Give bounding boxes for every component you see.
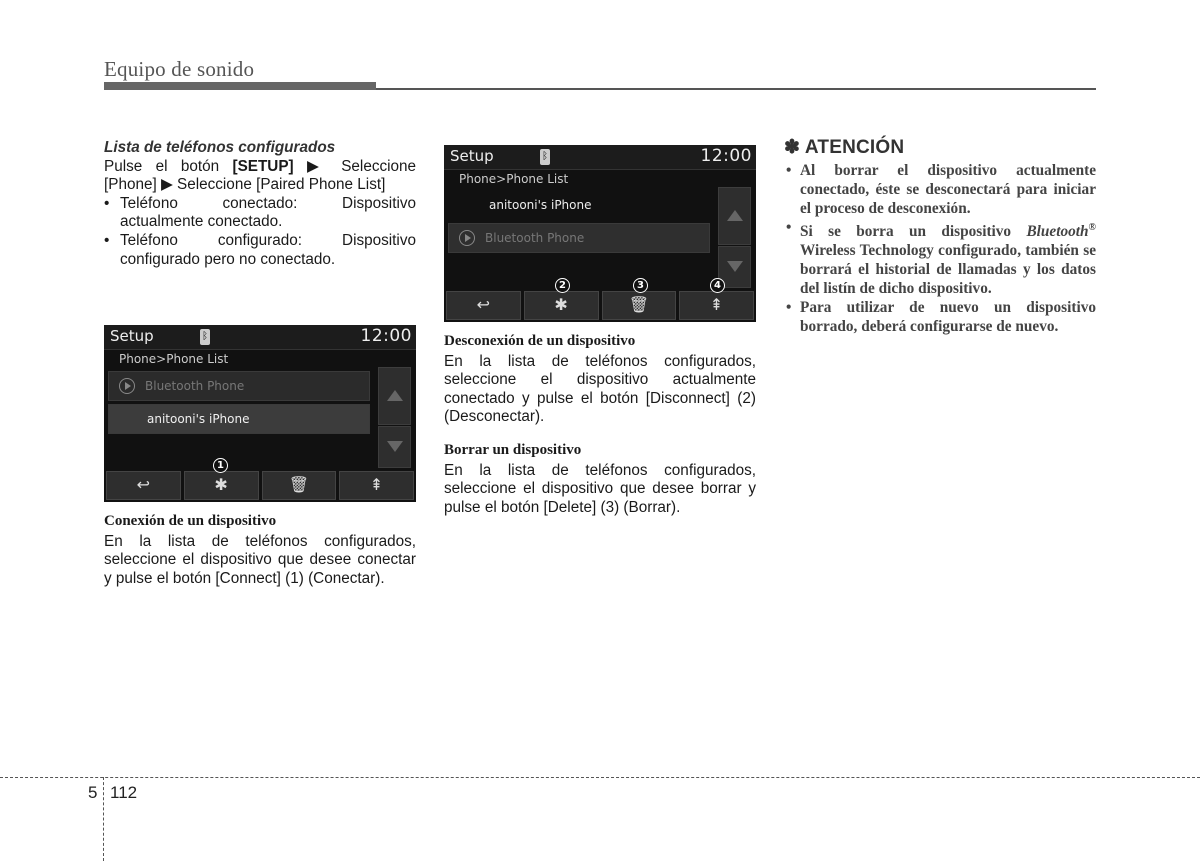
screen-button-bar (106, 471, 414, 500)
phone-name: anitooni's iPhone (147, 412, 250, 426)
subsection-title: Lista de teléfonos configurados (104, 139, 336, 156)
intro-text: Seleccione [Paired Phone List] (177, 176, 386, 194)
attention-title: ✽ ATENCIÓN (784, 137, 905, 158)
callout-badge: 4 (710, 278, 725, 293)
section-heading: Borrar un dispositivo (444, 441, 582, 458)
list-item (784, 218, 1096, 298)
phone-name: anitooni's iPhone (489, 198, 592, 212)
chapter-number: 5 (88, 783, 98, 802)
section-text: En la lista de teléfonos configurados, seleccione el dispositivo actualmente conectado y pulse el botón [Disconnect] (2) (Desconectar). (444, 352, 756, 426)
top-icon: ⇞ (709, 295, 724, 314)
header-bar (104, 82, 376, 90)
bluetooth-icon: ᛒ (540, 149, 550, 165)
down-arrow-icon (727, 261, 743, 272)
column-2 (444, 332, 756, 517)
phone-list-screen-2 (444, 145, 756, 322)
screen-title: Setup (450, 147, 494, 165)
footer-divider (103, 777, 104, 861)
arrow-icon: ▶ (307, 157, 328, 175)
list-item: • Teléfono conectado: Dispositivo actualmente conectado. (104, 195, 416, 232)
screen-breadcrumb: Phone>Phone List (119, 352, 229, 366)
phone-row-selected[interactable] (108, 404, 370, 434)
setup-label: [SETUP] (232, 157, 294, 175)
section-title: Equipo de sonido (104, 57, 255, 81)
play-icon (119, 378, 135, 394)
move-top-button[interactable] (679, 291, 754, 320)
scroll-up-button[interactable] (718, 187, 751, 245)
phone-row[interactable] (108, 371, 370, 401)
list-item: • Para utilizar de nuevo un dispositivo borrado, deberá configurarse de nuevo. (784, 298, 1096, 336)
list-item: • Al borrar el dispositivo actualmente conectado, éste se desconectará para iniciar el proceso de desconexión. (784, 161, 1096, 218)
registered-mark: ® (1088, 221, 1097, 233)
caption-text: En la lista de teléfonos configurados, seleccione el dispositivo que desee conectar y pulse el botón [Connect] (1) (Conectar). (104, 532, 416, 587)
intro-text: Seleccione [Phone] (104, 157, 417, 194)
header-rule (376, 88, 1096, 90)
disconnect-button[interactable] (524, 291, 599, 320)
down-arrow-icon (387, 441, 403, 452)
column-1 (104, 139, 416, 269)
connect-button[interactable] (184, 471, 259, 500)
up-arrow-icon (727, 210, 743, 221)
screen-clock: 12:00 (360, 326, 412, 346)
caption-title: Conexión de un dispositivo (104, 513, 277, 529)
brand-text: Bluetooth (1026, 222, 1089, 240)
intro-paragraph (104, 158, 416, 195)
item-text: Si se borra un dispositivo (800, 222, 1012, 240)
screen-button-bar (446, 291, 754, 320)
top-icon: ⇞ (369, 475, 384, 494)
callout-badge: 3 (633, 278, 648, 293)
screen-clock: 12:00 (700, 146, 752, 166)
phone-row[interactable] (448, 190, 710, 220)
bluetooth-icon: ᛒ (200, 329, 210, 345)
scroll-up-button[interactable] (378, 367, 411, 425)
delete-button[interactable] (602, 291, 677, 320)
screen-topbar (104, 325, 416, 350)
screen-title: Setup (110, 327, 154, 345)
move-top-button[interactable] (339, 471, 414, 500)
trash-icon: 🗑 (288, 475, 310, 494)
bullet-list (104, 195, 416, 269)
bluetooth-connect-icon: ✱ (214, 475, 228, 494)
attention-list (784, 161, 1096, 336)
phone-name: Bluetooth Phone (485, 231, 585, 245)
list-item: • Teléfono configurado: Dispositivo configurado pero no conectado. (104, 232, 416, 269)
back-button[interactable]: ↩ (446, 291, 521, 320)
footer-rule (0, 777, 1200, 778)
attention-box (784, 139, 1096, 336)
section-text: En la lista de teléfonos configurados, seleccione el dispositivo que desee borrar y pulse el botón [Delete] (3) (Borrar). (444, 461, 756, 516)
up-arrow-icon (387, 390, 403, 401)
phone-row-selected[interactable] (448, 223, 710, 253)
callout-badge: 2 (555, 278, 570, 293)
bluetooth-disconnect-icon: ✱ (554, 295, 568, 314)
phone-name: Bluetooth Phone (145, 379, 245, 393)
screen-topbar (444, 145, 756, 170)
phone-list-screen-1 (104, 325, 416, 502)
callout-badge: 1 (213, 458, 228, 473)
screen-breadcrumb: Phone>Phone List (459, 172, 569, 186)
play-icon (459, 230, 475, 246)
page-number: 112 (110, 783, 138, 802)
scroll-down-button[interactable] (378, 426, 411, 468)
trash-icon: 🗑 (628, 295, 650, 314)
item-text: Wireless Technology configurado, también se borrará el historial de llamadas y los datos del listín de dicho dispositivo. (800, 241, 1096, 297)
caption-connect (104, 512, 416, 588)
arrow-icon: ▶ (160, 176, 173, 194)
section-heading: Desconexión de un dispositivo (444, 333, 636, 349)
delete-button[interactable] (262, 471, 337, 500)
back-button[interactable]: ↩ (106, 471, 181, 500)
intro-text: Pulse el botón (104, 157, 220, 175)
